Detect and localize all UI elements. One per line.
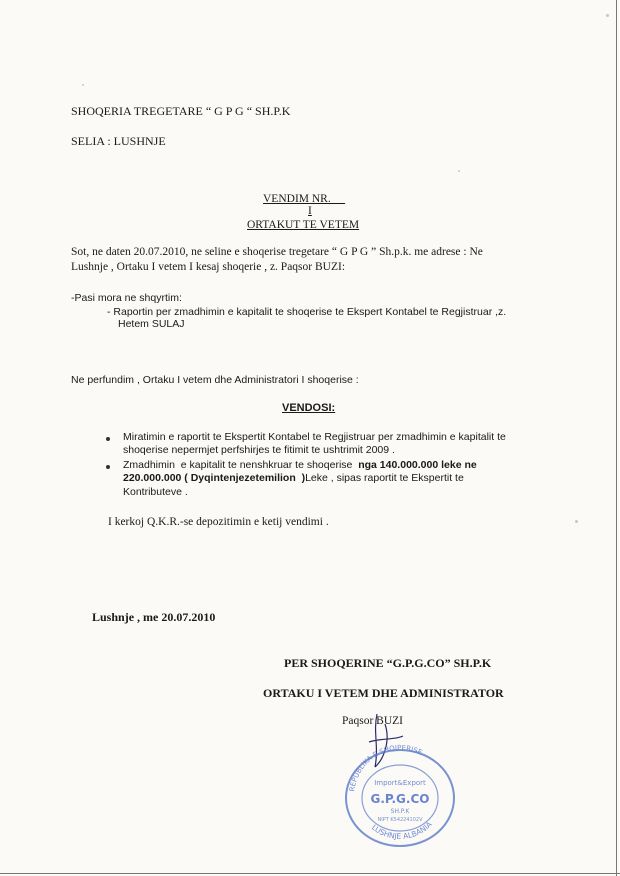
company-seat: SELIA : LUSHNJE (71, 134, 166, 148)
decision-number: I (308, 205, 312, 217)
decision-title-text: VENDIM NR. (263, 193, 346, 205)
review-item-line-2: Hetem SULAJ (118, 318, 185, 330)
review-label: -Pasi mora ne shqyrtim: (71, 292, 182, 304)
company-stamp (340, 738, 460, 848)
signature-name: Paqsor BUZI (342, 715, 404, 727)
scan-speck (82, 84, 84, 86)
svg-text:REPUBLIKA E SHQIPERISE: REPUBLIKA E SHQIPERISE (348, 743, 424, 792)
decision-2-line-3: Kontributeve . (123, 486, 188, 498)
decision-1-line-1: Miratimin e raportit te Ekspertit Kontabel te Regjistruar per zmadhimin e kapitalit te (123, 431, 506, 443)
scan-speck (606, 14, 609, 17)
decision-2-amount-from: nga 140.000.000 leke ne (358, 459, 477, 471)
decision-2-amount-to: 220.000.000 ( Dyqintenjezetemilion ) (123, 472, 306, 484)
page-edge-right (616, 0, 617, 876)
review-item-line-1: - Raportin per zmadhimin e kapitalit te shoqerise te Ekspert Kontabel te Regjistruar ,z. (107, 306, 507, 318)
svg-text:SH.P.K: SH.P.K (390, 808, 410, 815)
decision-1-line-2: shoqerise nepermjet perfshirjes te fitimit te ushtrimit 2009 . (123, 444, 395, 456)
request-text: I kerkoj Q.K.R.-se depozitimin e ketij vendimi . (108, 516, 329, 528)
page-edge-bottom (0, 873, 620, 874)
intro-line-1: Sot, ne daten 20.07.2010, ne seline e shoqerise tregetare “ G P G ” Sh.p.k. me adrese : Ne (71, 246, 483, 258)
bullet-icon (106, 437, 110, 441)
scan-speck (458, 170, 460, 172)
place-date: Lushnje , me 20.07.2010 (92, 610, 216, 624)
decides-heading: VENDOSI: (282, 402, 336, 414)
decision-subtitle: ORTAKUT TE VETEM (247, 219, 360, 231)
svg-text:Import&Export: Import&Export (374, 779, 426, 787)
signature-role: ORTAKU I VETEM DHE ADMINISTRATOR (263, 686, 504, 700)
signature-company: PER SHOQERINE “G.P.G.CO” SH.P.K (284, 656, 492, 670)
decision-2-line-2 (123, 472, 464, 484)
company-name: SHOQERIA TREGETARE “ G P G “ SH.P.K (71, 104, 291, 118)
scan-speck (575, 520, 578, 523)
conclusion-text: Ne perfundim , Ortaku I vetem dhe Administratori I shoqerise : (71, 374, 359, 386)
decision-2-line-1 (123, 459, 477, 471)
decision-2-line-2-text: Leke , sipas raportit te Ekspertit te (305, 472, 464, 484)
bullet-icon (106, 465, 110, 469)
svg-text:G.P.G.CO: G.P.G.CO (370, 792, 430, 806)
stamp-seal-icon (340, 738, 460, 848)
intro-line-2: Lushnje , Ortaku I vetem I kesaj shoqerie , z. Paqsor BUZI: (71, 261, 346, 273)
decision-title (263, 193, 345, 205)
svg-text:LUSHNJE ALBANIA: LUSHNJE ALBANIA (370, 819, 434, 841)
svg-text:NIPT K54224102V: NIPT K54224102V (377, 817, 423, 823)
decision-2-line-1-text: Zmadhimin e kapitalit te nenshkruar te shoqerise (123, 459, 359, 471)
